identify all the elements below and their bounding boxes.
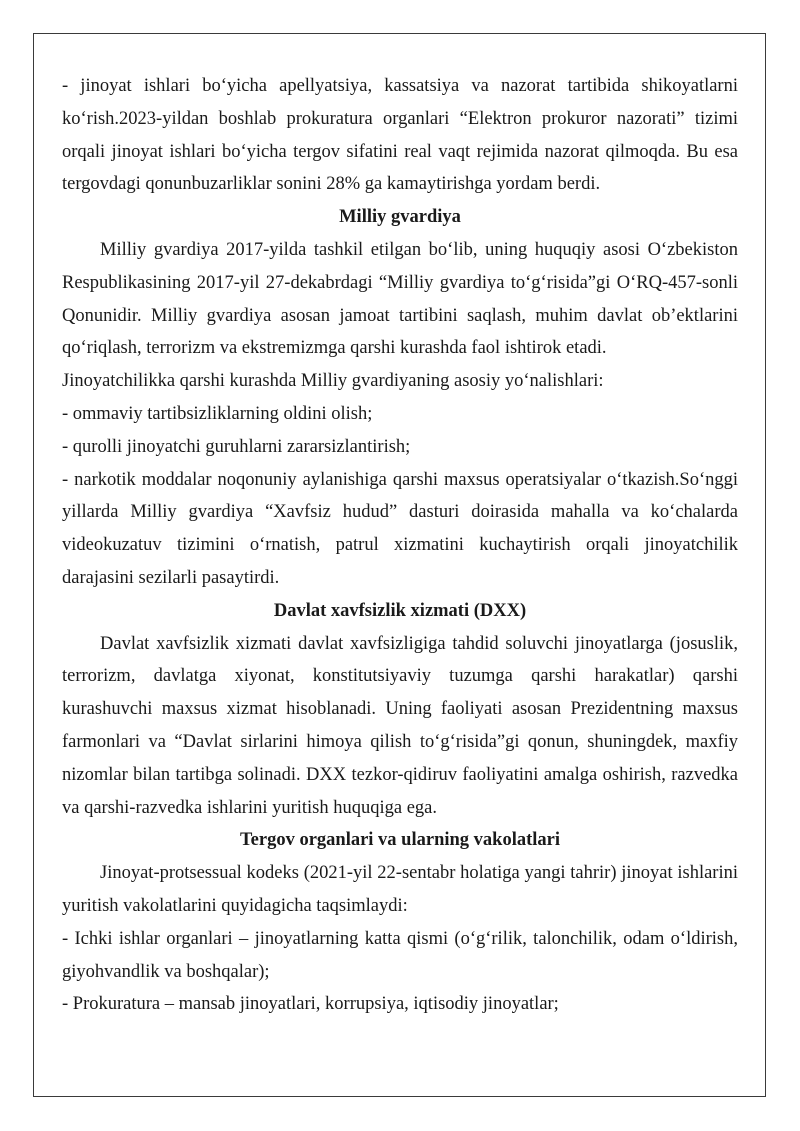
list-item-milliy-1: - ommaviy tartibsizliklarning oldini olish; xyxy=(62,403,373,424)
heading-tergov: Tergov organlari va ularning vakolatlari xyxy=(240,830,560,851)
paragraph-dxx: Davlat xavfsizlik xizmati davlat xavfsizligiga tahdid soluvchi jinoyatlarga (josuslik, terrorizm, davlatga xiyonat, konstitutsiyaviy tuzumga qarshi harakatlar) qarshi kurashuvchi maxsus xizmat hisoblanadi. Uning faoliyati asosan Prezidentning maxsus farmonlari va “Davlat sirlarini himoya qilish to‘g‘risida”gi qonun, shuningdek, maxfiy nizomlar bilan tartibga solinadi. DXX tezkor-qidiruv faoliyatini amalga oshirish, razvedka va qarshi-razvedka ishlarini yuritish huquqiga ega. xyxy=(62,633,738,818)
heading-dxx: Davlat xavfsizlik xizmati (DXX) xyxy=(273,600,527,621)
list-item-tergov-1: - Ichki ishlar organlari – jinoyatlarning katta qismi (o‘g‘rilik, talonchilik, odam o‘ldirish, giyohvandlik va boshqalar); xyxy=(62,928,738,982)
paragraph-tergov-1: Jinoyat-protsessual kodeks (2021-yil 22-sentabr holatiga yangi tahrir) jinoyat ishlarini yuritish vakolatlarini quyidagicha taqsimlaydi: xyxy=(62,863,738,916)
list-item-milliy-3: - narkotik moddalar noqonuniy aylanishiga qarshi maxsus operatsiyalar o‘tkazish.So‘nggi yillarda Milliy gvardiya “Xavfsiz hudud” dasturi doirasida mahalla va ko‘chalarda videokuzatuv tizimini o‘rnatish, patrul xizmatini kuchaytirish orqali jinoyatchilik darajasini sezilarli pasaytirdi. xyxy=(62,469,738,588)
heading-milliy-gvardiya: Milliy gvardiya xyxy=(339,207,461,228)
list-item-tergov-2: - Prokuratura – mansab jinoyatlari, korrupsiya, iqtisodiy jinoyatlar; xyxy=(62,994,559,1015)
list-item-milliy-2: - qurolli jinoyatchi guruhlarni zararsizlantirish; xyxy=(62,436,411,457)
document-body xyxy=(62,70,738,1021)
paragraph-milliy-2: Jinoyatchilikka qarshi kurashda Milliy gvardiyaning asosiy yo‘nalishlari: xyxy=(62,371,604,392)
paragraph-intro: - jinoyat ishlari bo‘yicha apellyatsiya, kassatsiya va nazorat tartibida shikoyatlarni ko‘rish.2023-yildan boshlab prokuratura organlari “Elektron prokuror nazorati” tizimi orqali jinoyat ishlari bo‘yicha tergov sifatini real vaqt rejimida nazorat qilmoqda. Bu esa tergovdagi qonunbuzarliklar sonini 28% ga kamaytirishga yordam berdi. xyxy=(62,76,738,195)
paragraph-milliy-1: Milliy gvardiya 2017-yilda tashkil etilgan bo‘lib, uning huquqiy asosi O‘zbekiston Respublikasining 2017-yil 27-dekabrdagi “Milliy gvardiya to‘g‘risida”gi O‘RQ-457-sonli Qonunidir. Milliy gvardiya asosan jamoat tartibini saqlash, muhim davlat ob’ektlarini qo‘riqlash, terrorizm va ekstremizmga qarshi kurashda faol ishtirok etadi. xyxy=(62,239,738,359)
